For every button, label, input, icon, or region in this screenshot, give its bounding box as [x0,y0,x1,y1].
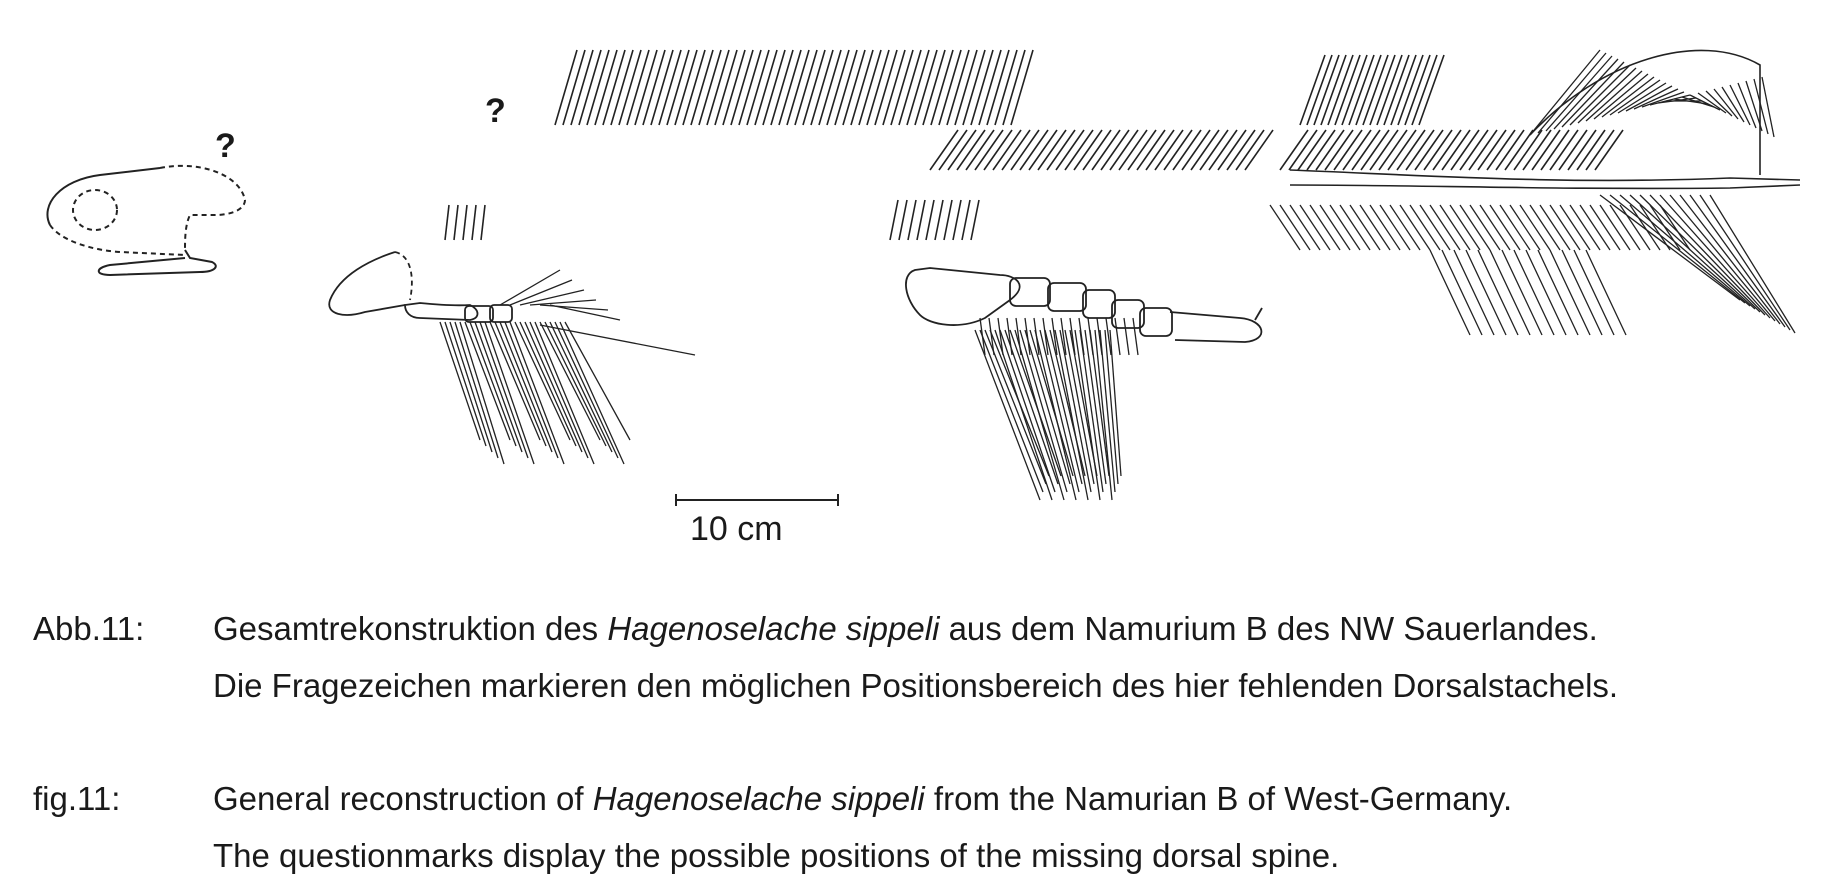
german-caption-label: Abb.11: [33,610,145,647]
dorsal-fin-rays [445,50,1623,240]
english-caption-line2: The questionmarks display the possible positions of the missing dorsal spine. [213,837,1340,874]
german-caption-line2: Die Fragezeichen markieren den möglichen Positionsbereich des hier fehlenden Dorsalstachels. [213,667,1619,704]
scale-bar-label: 10 cm [690,510,783,548]
pelvic-fin-rays [975,318,1138,500]
caudal-fin [1290,50,1800,188]
pelvic-fin [906,268,1262,342]
species-name: Hagenoselache sippeli [607,610,940,647]
pectoral-fin [329,252,512,322]
pectoral-fin-rays [440,270,695,464]
question-mark-2: ? [485,92,506,130]
skull-outline [47,166,245,275]
caudal-fin-rays [1270,50,1795,335]
scale-bar [676,494,838,506]
species-name: Hagenoselache sippeli [592,780,925,817]
question-mark-1: ? [215,127,236,165]
english-caption-line1: General reconstruction of Hagenoselache sippeli from the Namurian B of West-Germany. [213,780,1513,817]
english-caption-label: fig.11: [33,780,121,817]
german-caption-line1: Gesamtrekonstruktion des Hagenoselache sippeli aus dem Namurium B des NW Sauerlandes. [213,610,1598,647]
